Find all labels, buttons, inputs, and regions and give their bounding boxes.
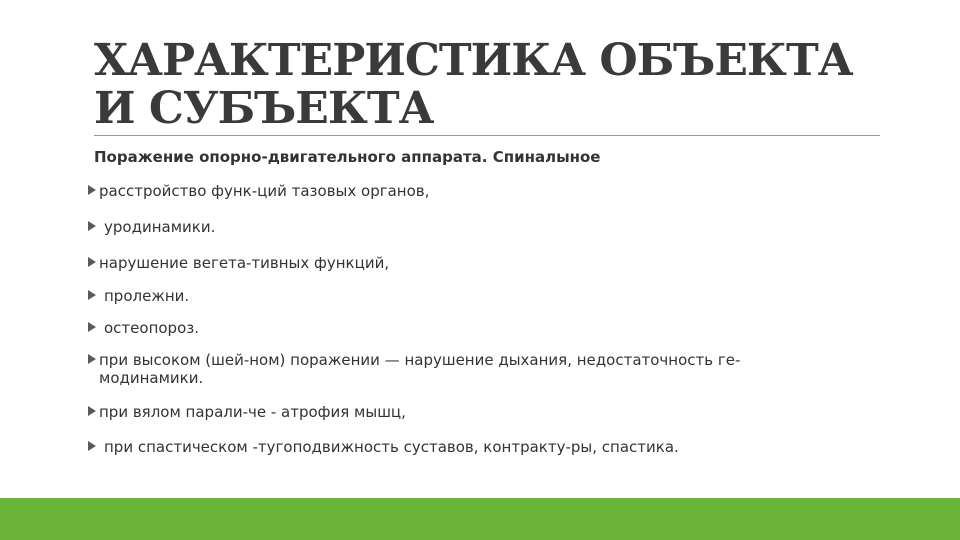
arrow-bullet-icon — [88, 322, 96, 332]
list-item-text: при высоком (шей-ном) поражении — нарушение дыхания, недостаточность ге-модинамики. — [99, 351, 741, 387]
slide-subtitle: Поражение опорно-двигательного аппарата. Спиналыное — [94, 148, 601, 166]
list-item-text: при вялом парали-че - атрофия мышц, — [99, 403, 406, 421]
list-item — [88, 218, 888, 236]
arrow-bullet-icon — [88, 257, 96, 267]
list-item — [88, 438, 888, 456]
slide-title-line-2: И СУБЪЕКТА — [94, 83, 434, 134]
list-item-text: при спастическом -тугоподвижность суставов, контракту-ры, спастика. — [104, 438, 679, 456]
title-divider — [94, 135, 880, 136]
list-item — [88, 351, 888, 387]
list-item-text: пролежни. — [104, 287, 190, 305]
arrow-bullet-icon — [88, 185, 96, 195]
list-item — [88, 182, 888, 200]
arrow-bullet-icon — [88, 441, 96, 451]
slide-title-line-1: ХАРАКТЕРИСТИКА ОБЪЕКТА — [94, 35, 853, 86]
list-item — [88, 254, 888, 272]
list-item — [88, 319, 888, 337]
list-item-text: расстройство функ-ций тазовых органов, — [99, 182, 430, 200]
arrow-bullet-icon — [88, 354, 96, 364]
footer-accent-bar — [0, 498, 960, 540]
list-item — [88, 403, 888, 421]
arrow-bullet-icon — [88, 221, 96, 231]
list-item — [88, 287, 888, 305]
list-item-text: уродинамики. — [104, 218, 216, 236]
list-item-text: нарушение вегета-тивных функций, — [99, 254, 390, 272]
arrow-bullet-icon — [88, 406, 96, 416]
arrow-bullet-icon — [88, 290, 96, 300]
slide-title — [94, 37, 914, 133]
list-item-text: остеопороз. — [104, 319, 199, 337]
